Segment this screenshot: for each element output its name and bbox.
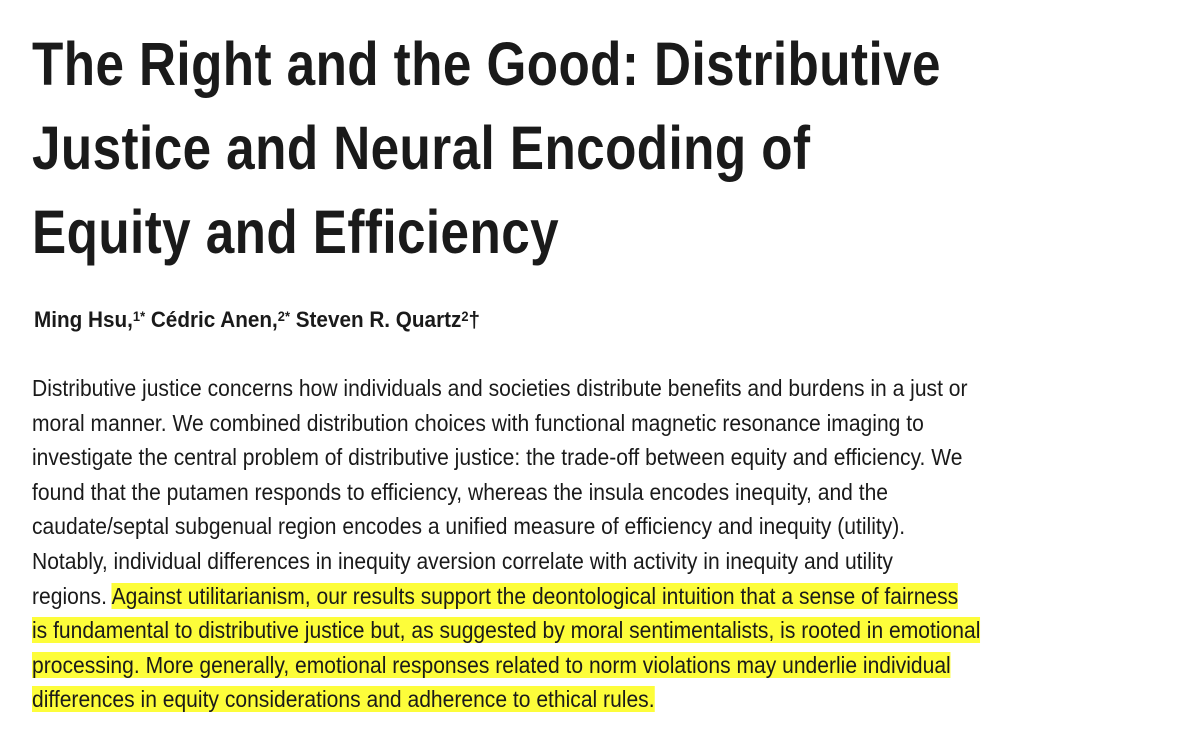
- abstract-line: found that the putamen responds to efficiency, whereas the insula encodes inequity, and the: [32, 478, 889, 505]
- title-line: Equity and Efficiency: [32, 198, 560, 266]
- author-list: [34, 303, 480, 337]
- title-line: The Right and the Good: Distributive: [32, 30, 941, 98]
- highlighted-text: differences in equity considerations and adherence to ethical rules.: [32, 686, 655, 713]
- paper-title: [32, 22, 990, 274]
- title-line: Justice and Neural Encoding of: [32, 114, 811, 182]
- abstract-line: [32, 613, 1122, 648]
- author-name: Ming Hsu,: [34, 307, 133, 332]
- author: [34, 307, 145, 332]
- author-affiliation: 2: [461, 308, 469, 324]
- abstract-line: moral manner. We combined distribution choices with functional magnetic resonance imaging to: [32, 409, 924, 436]
- author-name: Cédric Anen,: [150, 307, 278, 332]
- author-affiliation: 2*: [277, 308, 290, 324]
- author-name: Steven R. Quartz: [295, 307, 462, 332]
- author: [296, 307, 480, 332]
- highlighted-text: processing. More generally, emotional responses related to norm violations may underlie individual: [32, 651, 951, 678]
- abstract-line: caudate/septal subgenual region encodes a unified measure of efficiency and inequity (utility).: [32, 513, 906, 540]
- highlighted-text: is fundamental to distributive justice but, as suggested by moral sentimentalists, is rooted in emotional: [32, 617, 981, 644]
- author-affiliation: 1*: [132, 308, 146, 324]
- author-mark: †: [468, 307, 481, 332]
- abstract-line: Notably, individual differences in inequity aversion correlate with activity in inequity and utility: [32, 547, 893, 574]
- author: [151, 307, 290, 332]
- abstract-line: Distributive justice concerns how individuals and societies distribute benefits and burdens in a just or: [32, 375, 968, 401]
- abstract-line: investigate the central problem of distributive justice: the trade-off between equity and efficiency. We: [32, 444, 963, 471]
- highlighted-text: Against utilitarianism, our results support the deontological intuition that a sense of fairness: [111, 582, 959, 609]
- abstract-line: [32, 648, 1122, 683]
- abstract: [32, 371, 1122, 717]
- abstract-line: [32, 682, 1122, 717]
- abstract-line: regions. Against utilitarianism, our results support the deontological intuition that a sense of fairness: [32, 582, 959, 609]
